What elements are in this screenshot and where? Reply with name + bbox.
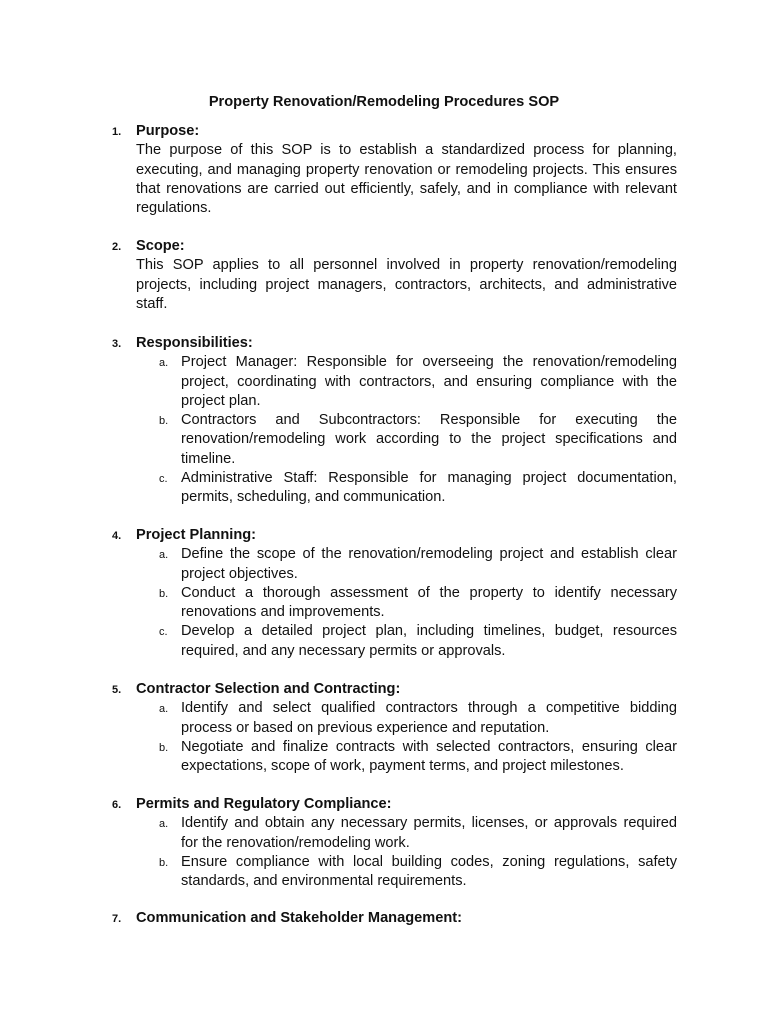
- list-item-text: Develop a detailed project plan, including timelines, budget, resources required, and any necessary permits or approvals.: [181, 623, 677, 659]
- list-item-letter: a.: [159, 818, 169, 831]
- section-number: 6.: [112, 799, 122, 811]
- list-item-text: Identify and obtain any necessary permits, licenses, or approvals required for the renovation/remodeling work.: [181, 815, 677, 851]
- list-item: [0, 814, 768, 853]
- list-item-letter: a.: [159, 357, 169, 370]
- list-item-letter: b.: [159, 415, 169, 428]
- section-title: Responsibilities:: [136, 335, 253, 351]
- section-communication: [0, 909, 768, 928]
- section-purpose: [0, 122, 768, 218]
- section-number: 3.: [112, 338, 122, 350]
- list-item-text: Contractors and Subcontractors: Responsible for executing the renovation/remodeling work according to the project specifications and timeline.: [181, 412, 677, 467]
- section-title: Permits and Regulatory Compliance:: [136, 796, 392, 812]
- list-item-text: Project Manager: Responsible for overseeing the renovation/remodeling project, coordinating with contractors, and ensuring compliance with the project plan.: [181, 354, 677, 409]
- section-responsibilities: [0, 334, 768, 508]
- section-title: Communication and Stakeholder Management:: [136, 910, 462, 926]
- section-project-planning: [0, 526, 768, 661]
- list-item-letter: c.: [159, 473, 168, 486]
- list-item-letter: b.: [159, 741, 169, 754]
- list-item-letter: b.: [159, 856, 169, 869]
- section-title: Project Planning:: [136, 527, 257, 543]
- section-title: Scope:: [136, 238, 185, 254]
- section-contractor-selection: [0, 680, 768, 776]
- list-item-letter: a.: [159, 549, 169, 562]
- list-item-letter: c.: [159, 626, 168, 639]
- section-title: Purpose:: [136, 123, 200, 139]
- section-title: Contractor Selection and Contracting:: [136, 681, 401, 697]
- list-item: [0, 622, 768, 661]
- list-item: [0, 353, 768, 411]
- list-item-letter: b.: [159, 587, 169, 600]
- section-number: 1.: [112, 126, 122, 138]
- section-number: 7.: [112, 913, 122, 925]
- list-item: [0, 853, 768, 892]
- section-body: The purpose of this SOP is to establish a standardized process for planning, executing, and managing property renovation or remodeling projects. This ensures that renovations are carried out efficiently, safely, and in compliance with relevant regulations.: [136, 142, 677, 217]
- section-number: 4.: [112, 530, 122, 542]
- list-item-letter: a.: [159, 703, 169, 716]
- list-item: [0, 411, 768, 469]
- document-title: Property Renovation/Remodeling Procedures SOP: [208, 94, 560, 110]
- list-item: [0, 469, 768, 508]
- list-item: [0, 738, 768, 777]
- list-item-text: Negotiate and finalize contracts with selected contractors, ensuring clear expectations, scope of work, payment terms, and project milestones.: [181, 738, 677, 775]
- list-item-text: Conduct a thorough assessment of the property to identify necessary renovations and improvements.: [181, 584, 677, 621]
- list-item-text: Ensure compliance with local building codes, zoning regulations, safety standards, and environmental requirements.: [181, 853, 677, 890]
- list-item-text: Define the scope of the renovation/remodeling project and establish clear project objectives.: [181, 546, 677, 582]
- section-permits: [0, 795, 768, 891]
- list-item: [0, 699, 768, 738]
- section-number: 5.: [112, 684, 122, 696]
- section-body: This SOP applies to all personnel involved in property renovation/remodeling projects, including project managers, contractors, architects, and administrative staff.: [136, 257, 677, 312]
- list-item: [0, 584, 768, 623]
- list-item-text: Identify and select qualified contractors through a competitive bidding process or based on previous experience and reputation.: [181, 700, 677, 736]
- section-number: 2.: [112, 241, 122, 253]
- list-item: [0, 545, 768, 584]
- list-item-text: Administrative Staff: Responsible for managing project documentation, permits, scheduling, and communication.: [181, 470, 677, 506]
- section-scope: [0, 237, 768, 314]
